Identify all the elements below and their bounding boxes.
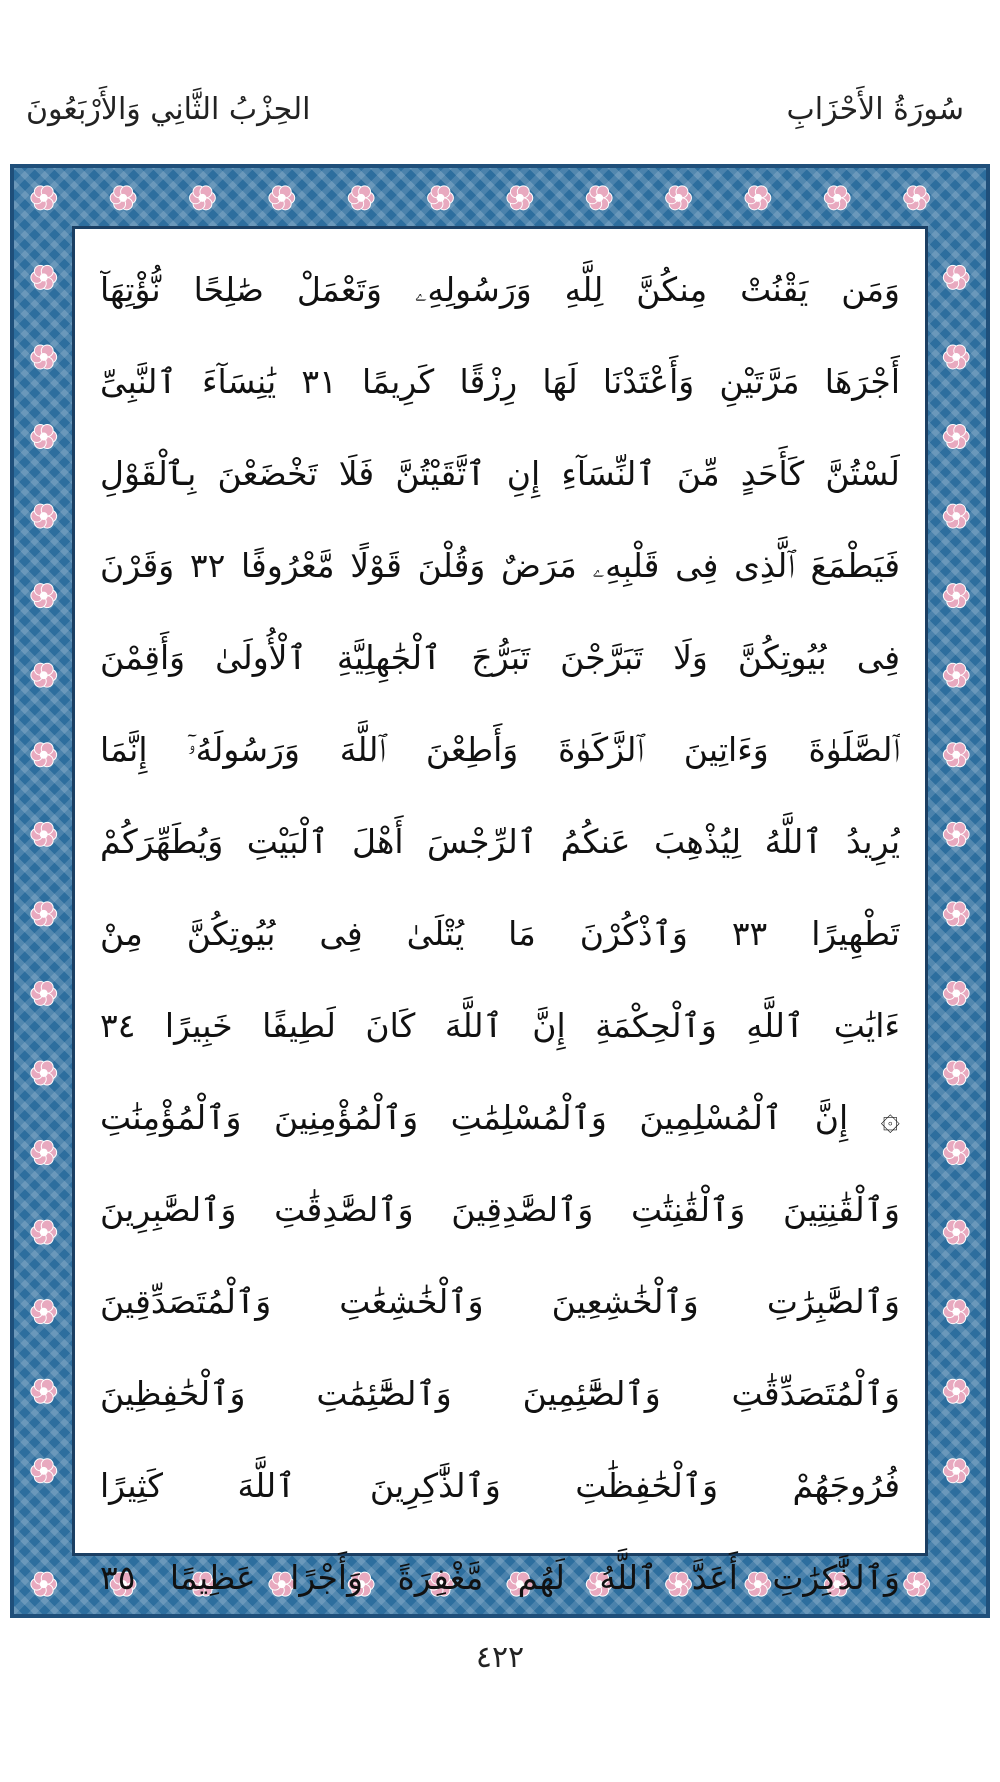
rosette-icon (31, 186, 57, 210)
rosette-icon (110, 186, 136, 210)
rosette-icon (31, 504, 57, 528)
verse-line-14: فُرُوجَهُمْ وَٱلْحَٰفِظَٰتِ وَٱلذَّٰكِرِينَ ٱللَّهَ كَثِيرًا (100, 1466, 900, 1505)
rosette-icon (31, 981, 57, 1005)
rosette-icon (31, 1061, 57, 1085)
rosette-icon (943, 504, 969, 528)
rosette-icon (190, 186, 216, 210)
verse-line-6: ٱلصَّلَوٰةَ وَءَاتِينَ ٱلزَّكَوٰةَ وَأَطِعْنَ ٱللَّهَ وَرَسُولَهُۥٓ إِنَّمَا (100, 730, 900, 769)
verse-line-4: فَيَطْمَعَ ٱلَّذِى فِى قَلْبِهِۦ مَرَضٌ وَقُلْنَ قَوْلًا مَّعْرُوفًا ٣٢ وَقَرْنَ (100, 546, 900, 585)
rosette-icon (31, 822, 57, 846)
rosette-icon (31, 1300, 57, 1324)
rosette-icon (943, 743, 969, 767)
verse-line-7: يُرِيدُ ٱللَّهُ لِيُذْهِبَ عَنكُمُ ٱلرِّجْسَ أَهْلَ ٱلْبَيْتِ وَيُطَهِّرَكُمْ (100, 822, 900, 861)
rosette-icon (31, 743, 57, 767)
verse-line-12: وَٱلصَّٰبِرَٰتِ وَٱلْخَٰشِعِينَ وَٱلْخَٰشِعَٰتِ وَٱلْمُتَصَدِّقِينَ (100, 1282, 900, 1321)
rosette-icon (31, 1141, 57, 1165)
rosette-icon (31, 265, 57, 289)
rosette-icon (586, 186, 612, 210)
hizb-name: الحِزْبُ الثَّانِي وَالأَرْبَعُونَ (26, 92, 311, 127)
rosette-icon (31, 584, 57, 608)
surah-name: سُورَةُ الأَحْزَابِ (786, 92, 964, 127)
rosette-icon (31, 1572, 57, 1596)
rosette-icon (943, 265, 969, 289)
rosette-icon (943, 1459, 969, 1483)
rosette-icon (943, 1379, 969, 1403)
rosette-icon (904, 186, 930, 210)
rosette-icon (269, 186, 295, 210)
verse-line-2: أَجْرَهَا مَرَّتَيْنِ وَأَعْتَدْنَا لَهَا رِزْقًا كَرِيمًا ٣١ يَٰنِسَآءَ ٱلنَّبِىِّ (100, 362, 900, 401)
verse-line-15: وَٱلذَّٰكِرَٰتِ أَعَدَّ ٱللَّهُ لَهُم مَّغْفِرَةً وَأَجْرًا عَظِيمًا ٣٥ (100, 1558, 900, 1597)
rosette-icon (943, 981, 969, 1005)
page-number: ٤٢٢ (475, 1640, 525, 1675)
rosette-icon (943, 345, 969, 369)
rosette-icon (943, 584, 969, 608)
rosette-icon (31, 1220, 57, 1244)
page-header (0, 0, 1000, 160)
verse-line-5: فِى بُيُوتِكُنَّ وَلَا تَبَرَّجْنَ تَبَرُّجَ ٱلْجَٰهِلِيَّةِ ٱلْأُولَىٰ وَأَقِمْنَ (100, 638, 900, 677)
verse-line-3: لَسْتُنَّ كَأَحَدٍ مِّنَ ٱلنِّسَآءِ إِنِ ٱتَّقَيْتُنَّ فَلَا تَخْضَعْنَ بِٱلْقَوْلِ (100, 454, 900, 493)
verse-line-11: وَٱلْقَٰنِتِينَ وَٱلْقَٰنِتَٰتِ وَٱلصَّٰدِقِينَ وَٱلصَّٰدِقَٰتِ وَٱلصَّٰبِرِينَ (100, 1190, 900, 1229)
verse-block (100, 244, 900, 1597)
rosette-icon (31, 663, 57, 687)
verse-line-9: ءَايَٰتِ ٱللَّهِ وَٱلْحِكْمَةِ إِنَّ ٱللَّهَ كَانَ لَطِيفًا خَبِيرًا ٣٤ (100, 1006, 900, 1045)
rosette-icon (428, 186, 454, 210)
rosette-icon (943, 822, 969, 846)
rosette-icon (31, 902, 57, 926)
rosette-icon (943, 425, 969, 449)
verse-line-13: وَٱلْمُتَصَدِّقَٰتِ وَٱلصَّٰٓئِمِينَ وَٱلصَّٰٓئِمَٰتِ وَٱلْحَٰفِظِينَ (100, 1374, 900, 1413)
rosette-icon (943, 1220, 969, 1244)
rosette-icon (31, 345, 57, 369)
rosette-icon (943, 902, 969, 926)
rosette-icon (745, 186, 771, 210)
rosette-icon (824, 186, 850, 210)
rosette-icon (31, 1459, 57, 1483)
rosette-icon (904, 1572, 930, 1596)
rosette-icon (943, 1141, 969, 1165)
rosette-icon (666, 186, 692, 210)
rosette-icon (31, 1379, 57, 1403)
verse-line-10: ۞ إِنَّ ٱلْمُسْلِمِينَ وَٱلْمُسْلِمَٰتِ وَٱلْمُؤْمِنِينَ وَٱلْمُؤْمِنَٰتِ (100, 1098, 900, 1137)
verse-line-8: تَطْهِيرًا ٣٣ وَٱذْكُرْنَ مَا يُتْلَىٰ فِى بُيُوتِكُنَّ مِنْ (100, 914, 900, 953)
rosette-icon (31, 425, 57, 449)
rosette-icon (348, 186, 374, 210)
verse-line-1: وَمَن يَقْنُتْ مِنكُنَّ لِلَّهِ وَرَسُولِهِۦ وَتَعْمَلْ صَٰلِحًا نُّؤْتِهَآ (100, 270, 900, 309)
rosette-icon (507, 186, 533, 210)
rosette-icon (943, 1061, 969, 1085)
rosette-icon (943, 663, 969, 687)
rosette-icon (943, 1300, 969, 1324)
